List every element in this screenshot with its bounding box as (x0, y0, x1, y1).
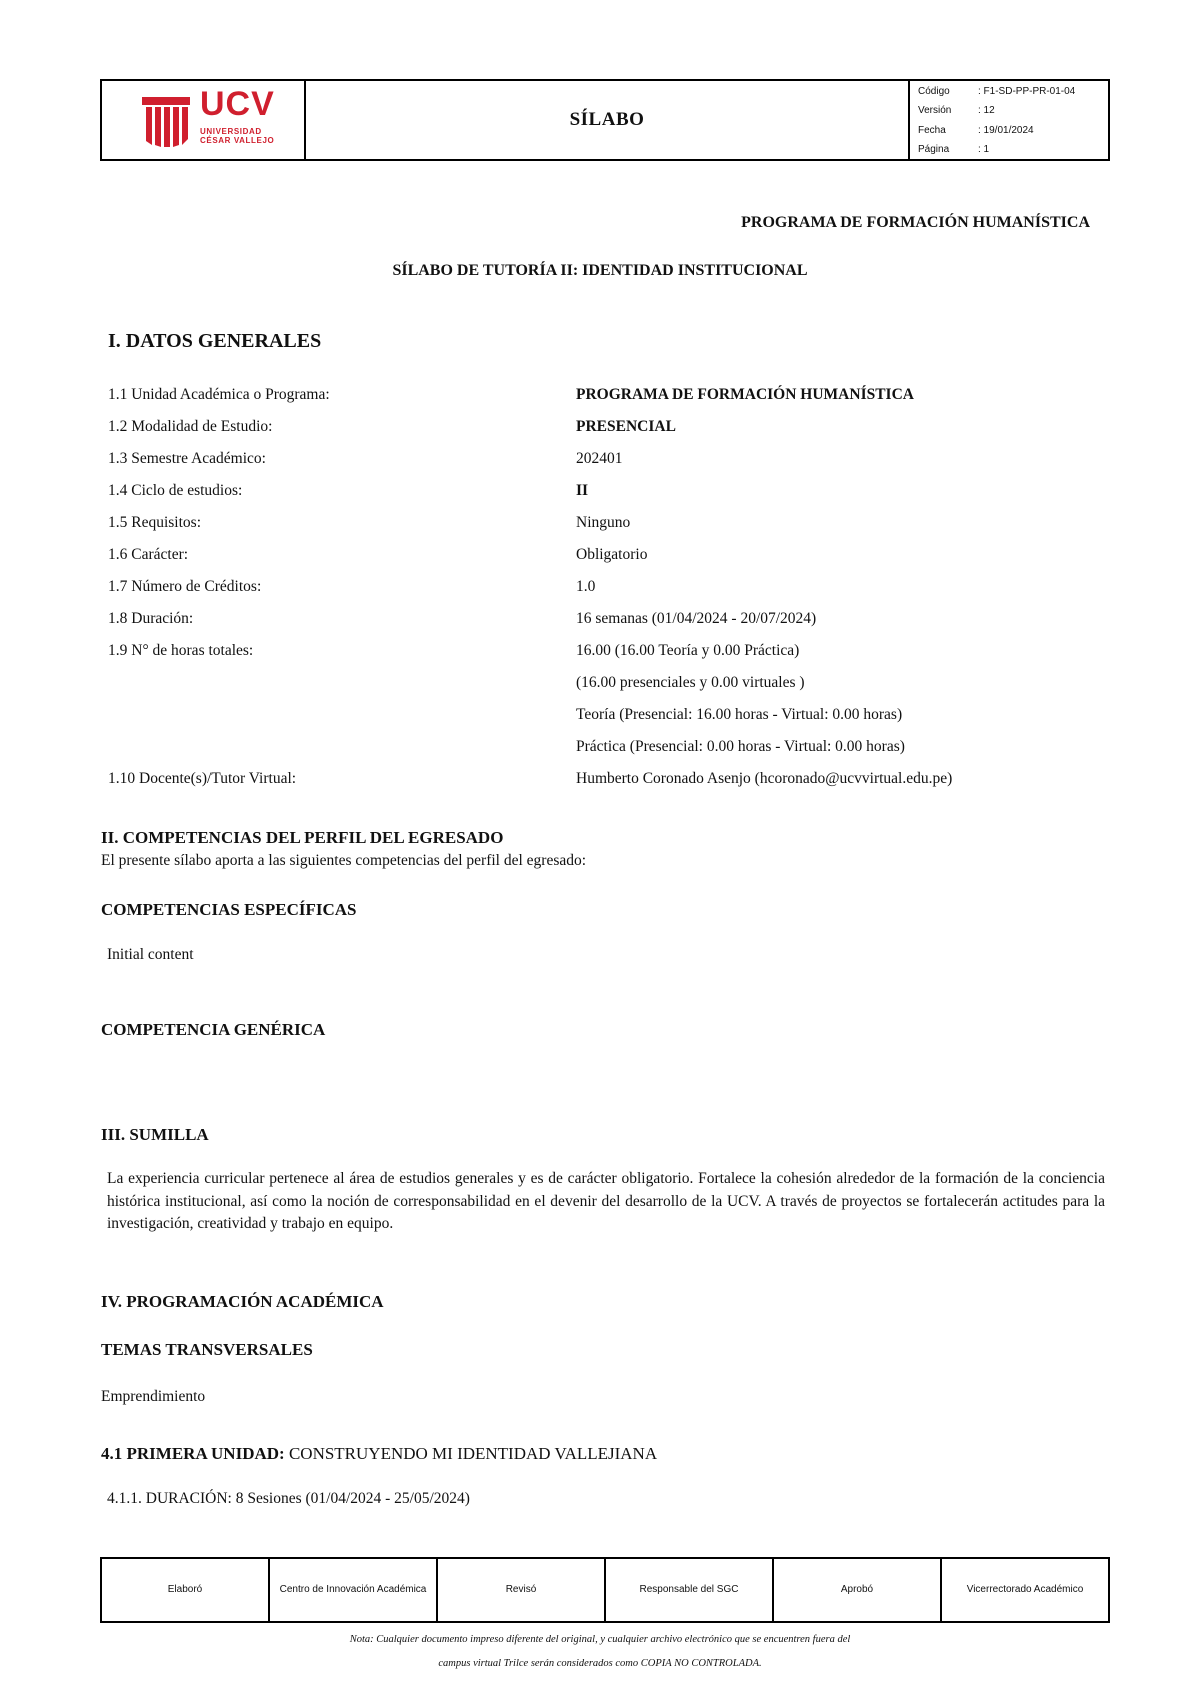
transversal-topic-value: Emprendimiento (101, 1388, 206, 1405)
data-row-value: 16.00 (16.00 Teoría y 0.00 Práctica) (576, 642, 800, 659)
approval-table (100, 1557, 1110, 1623)
syllabus-title: SÍLABO DE TUTORÍA II: IDENTIDAD INSTITUCIONAL (392, 262, 808, 279)
ucv-logo-icon (140, 93, 192, 149)
data-row-value: 202401 (576, 450, 623, 467)
program-heading: PROGRAMA DE FORMACIÓN HUMANÍSTICA (741, 214, 1090, 231)
data-row-value: II (576, 482, 589, 499)
generic-competency-title: COMPETENCIA GENÉRICA (101, 1020, 326, 1039)
header-title: SÍLABO (306, 81, 910, 159)
meta-page: Página : 1 (918, 144, 990, 155)
data-row-value: Ninguno (576, 514, 631, 531)
unit-duration: 4.1.1. DURACIÓN: 8 Sesiones (01/04/2024 - 25/05/2024) (107, 1490, 470, 1507)
data-row-label: 1.7 Número de Créditos: (108, 578, 262, 595)
data-row-value: PRESENCIAL (576, 418, 676, 435)
data-row-value: PROGRAMA DE FORMACIÓN HUMANÍSTICA (576, 386, 914, 403)
data-row-label: 1.9 N° de horas totales: (108, 642, 254, 659)
data-row-label: 1.6 Carácter: (108, 546, 189, 563)
meta-date: Fecha : 19/01/2024 (918, 125, 1034, 136)
data-row-label: 1.2 Modalidad de Estudio: (108, 418, 273, 435)
data-row-value: Teoría (Presencial: 16.00 horas - Virtual: 0.00 horas) (576, 706, 903, 723)
data-row-value: Práctica (Presencial: 0.00 horas - Virtual: 0.00 horas) (576, 738, 905, 755)
section-4-title: IV. PROGRAMACIÓN ACADÉMICA (101, 1292, 384, 1311)
document-meta (910, 81, 1108, 159)
footer-note-line-1: Nota: Cualquier documento impreso diferente del original, y cualquier archivo electrónico que se encuentren fuera del (349, 1634, 851, 1645)
footer-note-line-2: campus virtual Trilce serán considerados como COPIA NO CONTROLADA. (438, 1658, 762, 1669)
unit-heading: 4.1 PRIMERA UNIDAD: CONSTRUYENDO MI IDENTIDAD VALLEJIANA (101, 1444, 658, 1463)
data-row-value: 1.0 (576, 578, 596, 595)
section-1-title: I. DATOS GENERALES (108, 330, 322, 352)
approval-cell: Responsable del SGC (606, 1559, 774, 1621)
section-2-title: II. COMPETENCIAS DEL PERFIL DEL EGRESADO (101, 828, 504, 847)
specific-competencies-content: Initial content (107, 946, 194, 963)
data-row-value: (16.00 presenciales y 0.00 virtuales ) (576, 674, 805, 691)
approval-cell: Centro de Innovación Académica (270, 1559, 438, 1621)
document-header (100, 79, 1110, 161)
data-row-label: 1.5 Requisitos: (108, 514, 202, 531)
logo-cell (102, 81, 306, 159)
data-row-value: Humberto Coronado Asenjo (hcoronado@ucvvirtual.edu.pe) (576, 770, 953, 787)
transversal-topics-title: TEMAS TRANSVERSALES (101, 1340, 313, 1359)
logo-brand-text: UCV (200, 85, 275, 123)
section-3-title: III. SUMILLA (101, 1125, 209, 1144)
logo-sub-text: UNIVERSIDAD CÉSAR VALLEJO (200, 127, 275, 145)
approval-cell: Elaboró (102, 1559, 270, 1621)
meta-code: Código : F1-SD-PP-PR-01-04 (918, 86, 1076, 97)
approval-cell: Vicerrectorado Académico (966, 1584, 1084, 1595)
data-row-value: 16 semanas (01/04/2024 - 20/07/2024) (576, 610, 817, 627)
approval-cell: Revisó (438, 1559, 606, 1621)
data-row-label: 1.4 Ciclo de estudios: (108, 482, 243, 499)
meta-version: Versión : 12 (918, 105, 995, 116)
data-row-label: 1.3 Semestre Académico: (108, 450, 266, 467)
sumilla-text: La experiencia curricular pertenece al área de estudios generales y es de carácter obligatorio. Fortalece la cohesión alrededor de la formación de la conciencia histórica institucional, así como la noción de corresponsabilidad en el devenir del desarrollo de la UCV. A través de proyectos se fortalecerán actitudes para la investigación, creatividad y trabajo en equipo. (107, 1170, 1105, 1232)
specific-competencies-title: COMPETENCIAS ESPECÍFICAS (101, 900, 357, 919)
approval-cell: Aprobó (774, 1559, 942, 1621)
data-row-label: 1.8 Duración: (108, 610, 194, 627)
data-row-value: Obligatorio (576, 546, 648, 563)
data-row-label: 1.1 Unidad Académica o Programa: (108, 386, 330, 403)
section-2-intro: El presente sílabo aporta a las siguientes competencias del perfil del egresado: (101, 852, 587, 869)
data-row-label: 1.10 Docente(s)/Tutor Virtual: (108, 770, 297, 787)
